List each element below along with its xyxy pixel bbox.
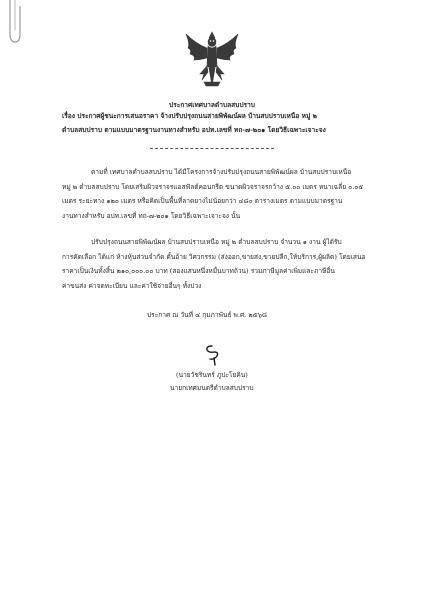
signer-title: นายกเทศมนตรีตำบลสบปราบ [170,384,254,392]
paragraph-2-line-1: ปรับปรุงถนนสายพิพัฒน์ผล บ้านสบปราบเหนือ หมู่ ๒ ตำบลสบปราบ จำนวน ๑ งาน ผู้ได้รับ [91,238,342,246]
paragraph-2-line-2: การคัดเลือก ได้แก่ ห้างหุ้นส่วนจำกัด ดั้นอ้าย วิศวกรรม (ส่งออก,ขายส่ง,ขายปลีก,ให้บริการ,ผู้ผลิต) โดยเสนอ [62,253,366,261]
paragraph-1-line-1: ตามที่ เทศบาลตำบลสบปราบ ได้มีโครงการจ้างปรับปรุงถนนสายพิพัฒน์ผล บ้านสบปราบเหนือ [91,168,352,176]
paragraph-1-line-4: งานทางสำหรับ อปท.เลขที่ ทถ-๗-๒๐๑ โดยวิธีเฉพาะเจาะจง นั้น [62,212,241,220]
divider-line [150,148,274,149]
paragraph-2-line-3: ราคาเป็นเงินทั้งสิ้น ๒๑๐,๐๐๐.๐๐ บาท (สองแสนหนึ่งหมื่นบาทถ้วน) รวมภาษีมูลค่าเพิ่มและภาษีอื่น [62,267,335,275]
paragraph-1-line-3: เมตร ระยะทาง ๑๒๐ เมตร หรือคิดเป็นพื้นที่ลาดยางไม่น้อยกว่า ๔๘๐ ตารางเมตร ตามแบบมาตรฐาน [62,197,343,205]
subject-line-1: เรื่อง ประกาศผู้ชนะการเสนอราคา จ้างปรับปรุงถนนสายพิพัฒน์ผล บ้านสบปราบเหนือ หมู่ ๒ [62,112,317,120]
document-heading: ประกาศเทศบาลตำบลสบปราบ [169,101,255,109]
garuda-emblem-icon [182,28,242,90]
subject-line-2: ตำบลสบปราบ ตามแบบมาตรฐานงานทางสำหรับ อปท.เลขที่ ทถ-๗-๒๐๑ โดยวิธีเฉพาะเจาะจง [62,126,326,134]
paragraph-2-line-4: ค่าขนส่ง ค่าจดทะเบียน และค่าใช้จ่ายอื่นๆ ทั้งปวง [62,282,202,290]
paper-clip-icon [6,0,22,46]
handwritten-signature [198,344,228,366]
date-line: ประกาศ ณ วันที่ ๔ กุมภาพันธ์ พ.ศ. ๒๕๖๘ [147,311,267,319]
paragraph-1-line-2: หมู่ ๒ ตำบลสบปราบ โดยเสริมผิวจราจรแอสฟัลต์คอนกรีต ขนาดผิวจราจรกว้าง ๕.๐๐ เมตร หนาเฉลี่ย ๐.๐๕ [62,183,364,191]
signer-name: (นายวัชรินทร์ ภูปะโยคิน) [176,371,248,379]
